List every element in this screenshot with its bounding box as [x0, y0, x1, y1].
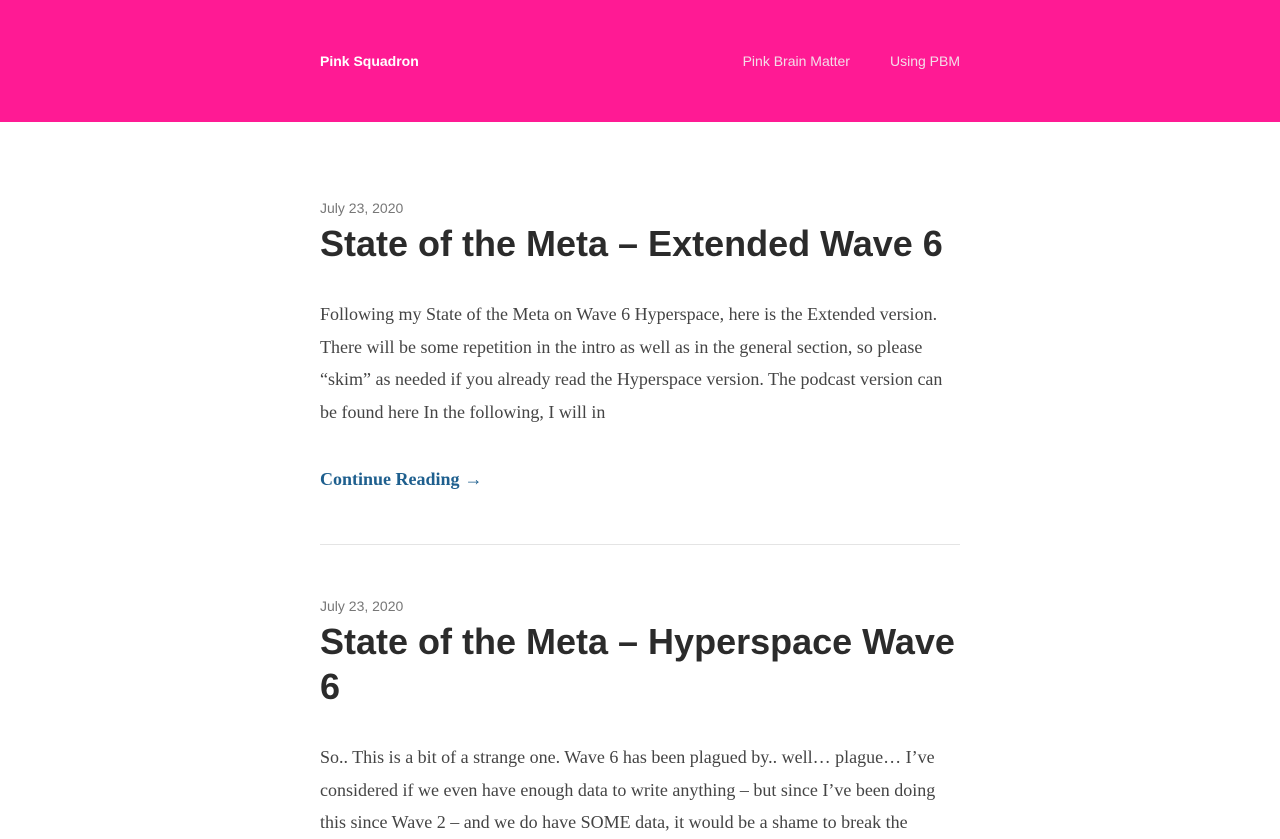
site-header [0, 0, 1280, 122]
continue-reading-label: Continue Reading [320, 469, 460, 489]
post-date: July 23, 2020 [320, 200, 404, 216]
site-title-link[interactable]: Pink Squadron [320, 53, 419, 69]
post-excerpt: Following my State of the Meta on Wave 6 Hyperspace, here is the Extended version. There will be some repetition in the intro as well as in the general section, so please “skim” as needed if you already read the Hyperspace version. The podcast version can be found here In the following, I will in [320, 304, 943, 422]
post-article [320, 598, 960, 839]
nav-item-using-pbm[interactable]: Using PBM [889, 53, 960, 69]
post-title[interactable]: State of the Meta – Hyperspace Wave 6 [320, 621, 955, 707]
post-excerpt: So.. This is a bit of a strange one. Wave 6 has been plagued by.. well… plague… I’ve considered if we even have enough data to write anything – but since I’ve been doing this since Wave 2 – and we do have SOME data, it would be a shame to break the [320, 747, 936, 832]
continue-reading-link[interactable] [320, 468, 483, 490]
nav-item-pink-brain-matter[interactable]: Pink Brain Matter [742, 53, 850, 69]
post-article [320, 200, 960, 490]
arrow-right-icon: → [464, 469, 483, 489]
post-title[interactable]: State of the Meta – Extended Wave 6 [320, 223, 943, 264]
primary-nav [743, 52, 960, 70]
post-date: July 23, 2020 [320, 598, 404, 614]
post-divider [320, 544, 960, 545]
main-content [320, 122, 960, 839]
